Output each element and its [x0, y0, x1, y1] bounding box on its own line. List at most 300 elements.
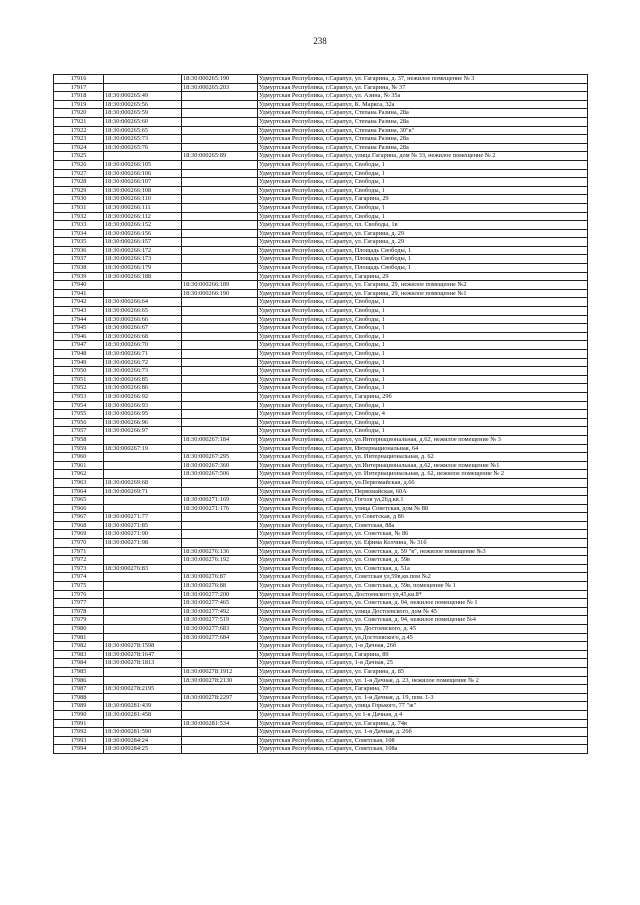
- land-cadastral-number-cell: 18:30:000266:156: [104, 229, 182, 238]
- object-cadastral-number-cell: 18:30:000277:465: [182, 599, 258, 608]
- table-row: [54, 117, 588, 126]
- address-cell: Удмуртская Республика, г.Сарапул, ул. Ефима Колчина, № 31б: [258, 539, 588, 548]
- address-cell: Удмуртская Республика, г.Сарапул, ул. 1-я Дачная, д. 23, нежилое помещение № 2: [258, 676, 588, 685]
- record-number-cell: 17950: [54, 367, 104, 376]
- address-cell: Удмуртская Республика, г.Сарапул, Степана Разина, 30"к": [258, 126, 588, 135]
- object-cadastral-number-cell: [182, 358, 258, 367]
- table-row: [54, 590, 588, 599]
- address-cell: Удмуртская Республика, г.Сарапул, Свободы, 1: [258, 212, 588, 221]
- record-number-cell: 17988: [54, 693, 104, 702]
- record-number-cell: 17966: [54, 504, 104, 513]
- address-cell: Удмуртская Республика, г.Сарапул, ул. Гагарина, 29, нежилое помещение №2: [258, 281, 588, 290]
- address-cell: Удмуртская Республика, г.Сарапул, ул. Советская, д. 94, нежилое помещение №4: [258, 616, 588, 625]
- record-number-cell: 17919: [54, 100, 104, 109]
- land-cadastral-number-cell: 18:30:000265:60: [104, 117, 182, 126]
- record-number-cell: 17985: [54, 667, 104, 676]
- record-number-cell: 17956: [54, 418, 104, 427]
- table-row: [54, 676, 588, 685]
- object-cadastral-number-cell: 18:30:000276:192: [182, 556, 258, 565]
- record-number-cell: 17942: [54, 298, 104, 307]
- object-cadastral-number-cell: [182, 341, 258, 350]
- object-cadastral-number-cell: [182, 203, 258, 212]
- address-cell: Удмуртская Республика, г.Сарапул, ул.Достоевского, д.45: [258, 633, 588, 642]
- object-cadastral-number-cell: [182, 478, 258, 487]
- address-cell: Удмуртская Республика, г.Сарапул, Свободы, 1: [258, 324, 588, 333]
- record-number-cell: 17930: [54, 195, 104, 204]
- land-cadastral-number-cell: 18:30:000266:172: [104, 246, 182, 255]
- record-number-cell: 17990: [54, 710, 104, 719]
- object-cadastral-number-cell: [182, 178, 258, 187]
- object-cadastral-number-cell: 18:30:000271:169: [182, 496, 258, 505]
- address-cell: Удмуртская Республика, г.Сарапул, ул. Советская, д. 94, нежилое помещение № 1: [258, 599, 588, 608]
- land-cadastral-number-cell: 18:30:000266:72: [104, 358, 182, 367]
- object-cadastral-number-cell: 18:30:000277:519: [182, 616, 258, 625]
- record-number-cell: 17980: [54, 625, 104, 634]
- record-number-cell: 17975: [54, 582, 104, 591]
- address-cell: Удмуртская Республика, г.Сарапул, К. Маркса, 32а: [258, 100, 588, 109]
- land-cadastral-number-cell: 18:30:000266:85: [104, 375, 182, 384]
- address-cell: Удмуртская Республика, г.Сарапул, Свободы, 1: [258, 367, 588, 376]
- object-cadastral-number-cell: [182, 324, 258, 333]
- object-cadastral-number-cell: 18:30:000276:136: [182, 547, 258, 556]
- record-number-cell: 17992: [54, 728, 104, 737]
- address-cell: Удмуртская Республика, г.Сарапул, Свободы, 1: [258, 203, 588, 212]
- table-row: [54, 272, 588, 281]
- object-cadastral-number-cell: [182, 126, 258, 135]
- object-cadastral-number-cell: [182, 169, 258, 178]
- record-number-cell: 17974: [54, 573, 104, 582]
- land-cadastral-number-cell: 18:30:000278:1598: [104, 642, 182, 651]
- address-cell: Удмуртская Республика, г.Сарапул, Свободы, 1: [258, 427, 588, 436]
- land-cadastral-number-cell: 18:30:000281:458: [104, 710, 182, 719]
- record-number-cell: 17921: [54, 117, 104, 126]
- record-number-cell: 17993: [54, 736, 104, 745]
- land-cadastral-number-cell: [104, 556, 182, 565]
- record-number-cell: 17991: [54, 719, 104, 728]
- table-row: [54, 736, 588, 745]
- address-cell: Удмуртская Республика, г.Сарапул, Свободы, 1: [258, 418, 588, 427]
- address-cell: Удмуртская Республика, г.Сарапул, Степана Разина, 28а: [258, 143, 588, 152]
- land-cadastral-number-cell: 18:30:000266:73: [104, 367, 182, 376]
- table-row: [54, 289, 588, 298]
- land-cadastral-number-cell: 18:30:000266:179: [104, 264, 182, 273]
- table-row: [54, 607, 588, 616]
- object-cadastral-number-cell: [182, 375, 258, 384]
- land-cadastral-number-cell: 18:30:000266:108: [104, 186, 182, 195]
- land-cadastral-number-cell: 18:30:000284:24: [104, 736, 182, 745]
- object-cadastral-number-cell: [182, 315, 258, 324]
- table-row: [54, 487, 588, 496]
- record-number-cell: 17976: [54, 590, 104, 599]
- object-cadastral-number-cell: [182, 195, 258, 204]
- object-cadastral-number-cell: [182, 728, 258, 737]
- table-row: [54, 392, 588, 401]
- address-cell: Удмуртская Республика, г.Сарапул, ул. Советская, д. 59в: [258, 556, 588, 565]
- land-cadastral-number-cell: 18:30:000266:68: [104, 332, 182, 341]
- address-cell: Удмуртская Республика, г.Сарапул, улица Горького, 77 "ж": [258, 702, 588, 711]
- land-cadastral-number-cell: [104, 470, 182, 479]
- address-cell: Удмуртская Республика, г.Сарапул, улица Достоевского, дом № 45: [258, 607, 588, 616]
- table-row: [54, 143, 588, 152]
- table-row: [54, 341, 588, 350]
- record-number-cell: 17937: [54, 255, 104, 264]
- address-cell: Удмуртская Республика, г.Сарапул, Свободы, 1: [258, 178, 588, 187]
- table-row: [54, 633, 588, 642]
- object-cadastral-number-cell: [182, 229, 258, 238]
- object-cadastral-number-cell: 18:30:000278:2297: [182, 693, 258, 702]
- table-row: [54, 384, 588, 393]
- address-cell: Удмуртская Республика, г.Сарапул, ул. Гагарина, № 37: [258, 83, 588, 92]
- table-row: [54, 547, 588, 556]
- land-cadastral-number-cell: 18:30:000266:97: [104, 427, 182, 436]
- object-cadastral-number-cell: [182, 298, 258, 307]
- record-number-cell: 17984: [54, 659, 104, 668]
- table-row: [54, 298, 588, 307]
- land-cadastral-number-cell: [104, 461, 182, 470]
- land-cadastral-number-cell: [104, 607, 182, 616]
- address-cell: Удмуртская Республика, г.Сарапул, Площадь Свободы, 1: [258, 255, 588, 264]
- table-row: [54, 367, 588, 376]
- address-cell: Удмуртская Республика, г.Сарапул, ул. Гагарина, д. 29: [258, 238, 588, 247]
- table-row: [54, 582, 588, 591]
- table-row: [54, 264, 588, 273]
- table-row: [54, 521, 588, 530]
- land-cadastral-number-cell: [104, 625, 182, 634]
- record-number-cell: 17934: [54, 229, 104, 238]
- record-number-cell: 17957: [54, 427, 104, 436]
- address-cell: Удмуртская Республика, г.Сарапул, Советская ул,59в,кв.пом №2: [258, 573, 588, 582]
- table-row: [54, 616, 588, 625]
- record-number-cell: 17960: [54, 453, 104, 462]
- record-number-cell: 17955: [54, 410, 104, 419]
- land-cadastral-number-cell: 18:30:000266:105: [104, 160, 182, 169]
- address-cell: Удмуртская Республика, г.Сарапул, Свободы, 1: [258, 307, 588, 316]
- table-row: [54, 307, 588, 316]
- table-row: [54, 169, 588, 178]
- land-cadastral-number-cell: 18:30:000266:92: [104, 392, 182, 401]
- record-number-cell: 17994: [54, 745, 104, 754]
- table-row: [54, 358, 588, 367]
- record-number-cell: 17979: [54, 616, 104, 625]
- land-cadastral-number-cell: 18:30:000271:90: [104, 530, 182, 539]
- table-row: [54, 109, 588, 118]
- address-cell: Удмуртская Республика, г.Сарапул, Свободы, 4: [258, 410, 588, 419]
- land-cadastral-number-cell: 18:30:000266:67: [104, 324, 182, 333]
- record-number-cell: 17928: [54, 178, 104, 187]
- land-cadastral-number-cell: 18:30:000281:590: [104, 728, 182, 737]
- table-row: [54, 83, 588, 92]
- address-cell: Удмуртская Республика, г.Сарапул, ул. Гагарина, д. 37, нежилое помещение № 3: [258, 75, 588, 84]
- object-cadastral-number-cell: 18:30:000266:189: [182, 281, 258, 290]
- record-number-cell: 17982: [54, 642, 104, 651]
- object-cadastral-number-cell: [182, 307, 258, 316]
- record-number-cell: 17961: [54, 461, 104, 470]
- registry-table: [53, 74, 588, 754]
- object-cadastral-number-cell: [182, 702, 258, 711]
- land-cadastral-number-cell: [104, 693, 182, 702]
- table-row: [54, 599, 588, 608]
- land-cadastral-number-cell: 18:30:000271:85: [104, 521, 182, 530]
- land-cadastral-number-cell: 18:30:000266:66: [104, 315, 182, 324]
- table-row: [54, 702, 588, 711]
- object-cadastral-number-cell: 18:30:000276:87: [182, 573, 258, 582]
- object-cadastral-number-cell: [182, 710, 258, 719]
- table-row: [54, 315, 588, 324]
- table-row: [54, 195, 588, 204]
- land-cadastral-number-cell: [104, 496, 182, 505]
- record-number-cell: 17958: [54, 435, 104, 444]
- record-number-cell: 17922: [54, 126, 104, 135]
- record-number-cell: 17962: [54, 470, 104, 479]
- address-cell: Удмуртская Республика, г.Сарапул, Гагарина, 29б: [258, 392, 588, 401]
- record-number-cell: 17973: [54, 564, 104, 573]
- object-cadastral-number-cell: [182, 736, 258, 745]
- land-cadastral-number-cell: [104, 83, 182, 92]
- object-cadastral-number-cell: [182, 392, 258, 401]
- object-cadastral-number-cell: [182, 109, 258, 118]
- object-cadastral-number-cell: 18:30:000271:176: [182, 504, 258, 513]
- record-number-cell: 17938: [54, 264, 104, 273]
- record-number-cell: 17924: [54, 143, 104, 152]
- table-row: [54, 650, 588, 659]
- table-row: [54, 539, 588, 548]
- table-row: [54, 556, 588, 565]
- table-row: [54, 659, 588, 668]
- record-number-cell: 17941: [54, 289, 104, 298]
- registry-table-body: [54, 75, 588, 754]
- address-cell: Удмуртская Республика, г.Сарапул, Свободы, 1: [258, 186, 588, 195]
- record-number-cell: 17981: [54, 633, 104, 642]
- table-row: [54, 255, 588, 264]
- address-cell: Удмуртская Республика, г.Сарапул, Свободы, 1: [258, 332, 588, 341]
- land-cadastral-number-cell: 18:30:000281:439: [104, 702, 182, 711]
- land-cadastral-number-cell: 18:30:000278:2195: [104, 685, 182, 694]
- record-number-cell: 17943: [54, 307, 104, 316]
- land-cadastral-number-cell: 18:30:000266:111: [104, 203, 182, 212]
- table-row: [54, 100, 588, 109]
- address-cell: Удмуртская Республика, г.Сарапул, улица Советская, дом № 88: [258, 504, 588, 513]
- land-cadastral-number-cell: [104, 599, 182, 608]
- record-number-cell: 17953: [54, 392, 104, 401]
- land-cadastral-number-cell: 18:30:000267:19: [104, 444, 182, 453]
- record-number-cell: 17940: [54, 281, 104, 290]
- land-cadastral-number-cell: [104, 633, 182, 642]
- address-cell: Удмуртская Республика, г.Сарапул, ул. Гагарина, д. 74в: [258, 719, 588, 728]
- address-cell: Удмуртская Республика, г.Сарапул, Интернациональная, 64: [258, 444, 588, 453]
- record-number-cell: 17948: [54, 350, 104, 359]
- address-cell: Удмуртская Республика, г.Сарапул, Советская, 88а: [258, 521, 588, 530]
- address-cell: Удмуртская Республика, г.Сарапул, Гагарина, 29: [258, 272, 588, 281]
- object-cadastral-number-cell: 18:30:000281:534: [182, 719, 258, 728]
- object-cadastral-number-cell: [182, 160, 258, 169]
- address-cell: Удмуртская Республика, г.Сарапул, Советская, 108а: [258, 745, 588, 754]
- address-cell: Удмуртская Республика, г.Сарапул, ул. Гагарина, д. 85: [258, 667, 588, 676]
- table-row: [54, 710, 588, 719]
- object-cadastral-number-cell: [182, 143, 258, 152]
- record-number-cell: 17939: [54, 272, 104, 281]
- land-cadastral-number-cell: 18:30:000266:71: [104, 350, 182, 359]
- land-cadastral-number-cell: [104, 616, 182, 625]
- record-number-cell: 17968: [54, 521, 104, 530]
- record-number-cell: 17932: [54, 212, 104, 221]
- address-cell: Удмуртская Республика, г.Сарапул, Гагарина, 89: [258, 650, 588, 659]
- object-cadastral-number-cell: [182, 487, 258, 496]
- table-row: [54, 513, 588, 522]
- address-cell: Удмуртская Республика, г.Сарапул, ул. 1-я Дачная, д. 19, пом. 1-3: [258, 693, 588, 702]
- record-number-cell: 17929: [54, 186, 104, 195]
- object-cadastral-number-cell: [182, 332, 258, 341]
- land-cadastral-number-cell: [104, 573, 182, 582]
- land-cadastral-number-cell: 18:30:000266:110: [104, 195, 182, 204]
- object-cadastral-number-cell: [182, 246, 258, 255]
- record-number-cell: 17920: [54, 109, 104, 118]
- land-cadastral-number-cell: 18:30:000265:59: [104, 109, 182, 118]
- record-number-cell: 17959: [54, 444, 104, 453]
- land-cadastral-number-cell: [104, 504, 182, 513]
- land-cadastral-number-cell: 18:30:000265:49: [104, 92, 182, 101]
- record-number-cell: 17963: [54, 478, 104, 487]
- address-cell: Удмуртская Республика, г.Сарапул, ул. Советская, д. 59в, помещение № 1: [258, 582, 588, 591]
- land-cadastral-number-cell: 18:30:000266:96: [104, 418, 182, 427]
- land-cadastral-number-cell: [104, 719, 182, 728]
- object-cadastral-number-cell: [182, 186, 258, 195]
- land-cadastral-number-cell: [104, 582, 182, 591]
- record-number-cell: 17931: [54, 203, 104, 212]
- object-cadastral-number-cell: 18:30:000267:184: [182, 435, 258, 444]
- object-cadastral-number-cell: 18:30:000277:683: [182, 625, 258, 634]
- table-row: [54, 685, 588, 694]
- land-cadastral-number-cell: 18:30:000266:86: [104, 384, 182, 393]
- record-number-cell: 17936: [54, 246, 104, 255]
- land-cadastral-number-cell: [104, 547, 182, 556]
- object-cadastral-number-cell: 18:30:000265:89: [182, 152, 258, 161]
- record-number-cell: 17946: [54, 332, 104, 341]
- address-cell: Удмуртская Республика, г.Сарапул, Гагарина, 77: [258, 685, 588, 694]
- record-number-cell: 17964: [54, 487, 104, 496]
- address-cell: Удмуртская Республика, г.Сарапул, Степана Разина, 28а: [258, 135, 588, 144]
- land-cadastral-number-cell: 18:30:000278:1813: [104, 659, 182, 668]
- record-number-cell: 17967: [54, 513, 104, 522]
- record-number-cell: 17977: [54, 599, 104, 608]
- land-cadastral-number-cell: 18:30:000266:106: [104, 169, 182, 178]
- table-row: [54, 745, 588, 754]
- table-row: [54, 75, 588, 84]
- land-cadastral-number-cell: [104, 75, 182, 84]
- address-cell: Удмуртская Республика, г.Сарапул, 1-я Дачная, 25: [258, 659, 588, 668]
- address-cell: Удмуртская Республика, г.Сарапул, ул. Азина, № 35а: [258, 92, 588, 101]
- land-cadastral-number-cell: 18:30:000266:107: [104, 178, 182, 187]
- page-number: 238: [313, 36, 327, 46]
- table-row: [54, 92, 588, 101]
- object-cadastral-number-cell: 18:30:000278:1912: [182, 667, 258, 676]
- land-cadastral-number-cell: 18:30:000276:83: [104, 564, 182, 573]
- land-cadastral-number-cell: 18:30:000269:71: [104, 487, 182, 496]
- land-cadastral-number-cell: 18:30:000266:152: [104, 221, 182, 230]
- table-row: [54, 246, 588, 255]
- record-number-cell: 17971: [54, 547, 104, 556]
- table-row: [54, 478, 588, 487]
- object-cadastral-number-cell: [182, 92, 258, 101]
- table-row: [54, 281, 588, 290]
- address-cell: Удмуртская Республика, г.Сарапул, ул. Достоевского, д. 45: [258, 625, 588, 634]
- object-cadastral-number-cell: 18:30:000267:506: [182, 470, 258, 479]
- object-cadastral-number-cell: 18:30:000277:492: [182, 607, 258, 616]
- land-cadastral-number-cell: 18:30:000266:93: [104, 401, 182, 410]
- object-cadastral-number-cell: 18:30:000265:203: [182, 83, 258, 92]
- table-row: [54, 238, 588, 247]
- table-row: [54, 530, 588, 539]
- address-cell: Удмуртская Республика, г.Сарапул, ул. Советская, д. 59 "в", нежилое помещение №3: [258, 547, 588, 556]
- object-cadastral-number-cell: 18:30:000265:190: [182, 75, 258, 84]
- land-cadastral-number-cell: 18:30:000265:56: [104, 100, 182, 109]
- address-cell: Удмуртская Республика, г.Сарапул, ул. Советская, № 86: [258, 530, 588, 539]
- address-cell: Удмуртская Республика, г.Сарапул, ул. 1-я Дачная, д. 26б: [258, 728, 588, 737]
- address-cell: Удмуртская Республика, г.Сарапул, Гагарина, 29: [258, 195, 588, 204]
- table-row: [54, 324, 588, 333]
- object-cadastral-number-cell: [182, 264, 258, 273]
- record-number-cell: 17918: [54, 92, 104, 101]
- address-cell: Удмуртская Республика, г.Сарапул, Площадь Свободы, 1: [258, 246, 588, 255]
- table-row: [54, 564, 588, 573]
- object-cadastral-number-cell: 18:30:000266:190: [182, 289, 258, 298]
- table-row: [54, 667, 588, 676]
- table-row: [54, 642, 588, 651]
- object-cadastral-number-cell: [182, 117, 258, 126]
- address-cell: Удмуртская Республика, г.Сарапул, Свободы, 1: [258, 169, 588, 178]
- object-cadastral-number-cell: [182, 539, 258, 548]
- address-cell: Удмуртская Республика, г.Сарапул, ул. Гагарина, д. 29: [258, 229, 588, 238]
- record-number-cell: 17978: [54, 607, 104, 616]
- table-row: [54, 470, 588, 479]
- table-row: [54, 332, 588, 341]
- land-cadastral-number-cell: 18:30:000284:25: [104, 745, 182, 754]
- land-cadastral-number-cell: 18:30:000278:1647: [104, 650, 182, 659]
- address-cell: Удмуртская Республика, г.Сарапул, ул. Советская, д. 51а: [258, 564, 588, 573]
- record-number-cell: 17987: [54, 685, 104, 694]
- land-cadastral-number-cell: 18:30:000265:65: [104, 126, 182, 135]
- record-number-cell: 17949: [54, 358, 104, 367]
- address-cell: Удмуртская Республика, г.Сарапул, ул.Интернациональная, д.62, нежилое помещение № 3: [258, 435, 588, 444]
- address-cell: Удмуртская Республика, г.Сарапул, Свободы, 1: [258, 375, 588, 384]
- object-cadastral-number-cell: [182, 642, 258, 651]
- address-cell: Удмуртская Республика, г.Сарапул, Свободы, 1: [258, 315, 588, 324]
- object-cadastral-number-cell: 18:30:000278:2130: [182, 676, 258, 685]
- table-row: [54, 203, 588, 212]
- object-cadastral-number-cell: [182, 521, 258, 530]
- address-cell: Удмуртская Республика, г.Сарапул, ул 1-я Дачная, д 4: [258, 710, 588, 719]
- object-cadastral-number-cell: 18:30:000276:88: [182, 582, 258, 591]
- address-cell: Удмуртская Республика, г.Сарапул, Свободы, 1: [258, 358, 588, 367]
- address-cell: Удмуртская Республика, г.Сарапул, Свободы, 1: [258, 341, 588, 350]
- land-cadastral-number-cell: 18:30:000266:64: [104, 298, 182, 307]
- address-cell: Удмуртская Республика, г.Сарапул, Советская, 108: [258, 736, 588, 745]
- address-cell: Удмуртская Республика, г.Сарапул, ул Советская, д 86: [258, 513, 588, 522]
- object-cadastral-number-cell: 18:30:000277:200: [182, 590, 258, 599]
- object-cadastral-number-cell: 18:30:000267:360: [182, 461, 258, 470]
- land-cadastral-number-cell: 18:30:000269:68: [104, 478, 182, 487]
- object-cadastral-number-cell: [182, 135, 258, 144]
- land-cadastral-number-cell: 18:30:000266:65: [104, 307, 182, 316]
- address-cell: Удмуртская Республика, г.Сарапул, улица Гагарина, дом № 33, нежилое помещение № 2: [258, 152, 588, 161]
- land-cadastral-number-cell: [104, 453, 182, 462]
- land-cadastral-number-cell: [104, 289, 182, 298]
- land-cadastral-number-cell: 18:30:000266:112: [104, 212, 182, 221]
- record-number-cell: 17972: [54, 556, 104, 565]
- object-cadastral-number-cell: [182, 650, 258, 659]
- object-cadastral-number-cell: [182, 212, 258, 221]
- address-cell: Удмуртская Республика, г.Сарапул, ул.Интернациональная, д.62, нежилое помещение №1: [258, 461, 588, 470]
- land-cadastral-number-cell: 18:30:000266:188: [104, 272, 182, 281]
